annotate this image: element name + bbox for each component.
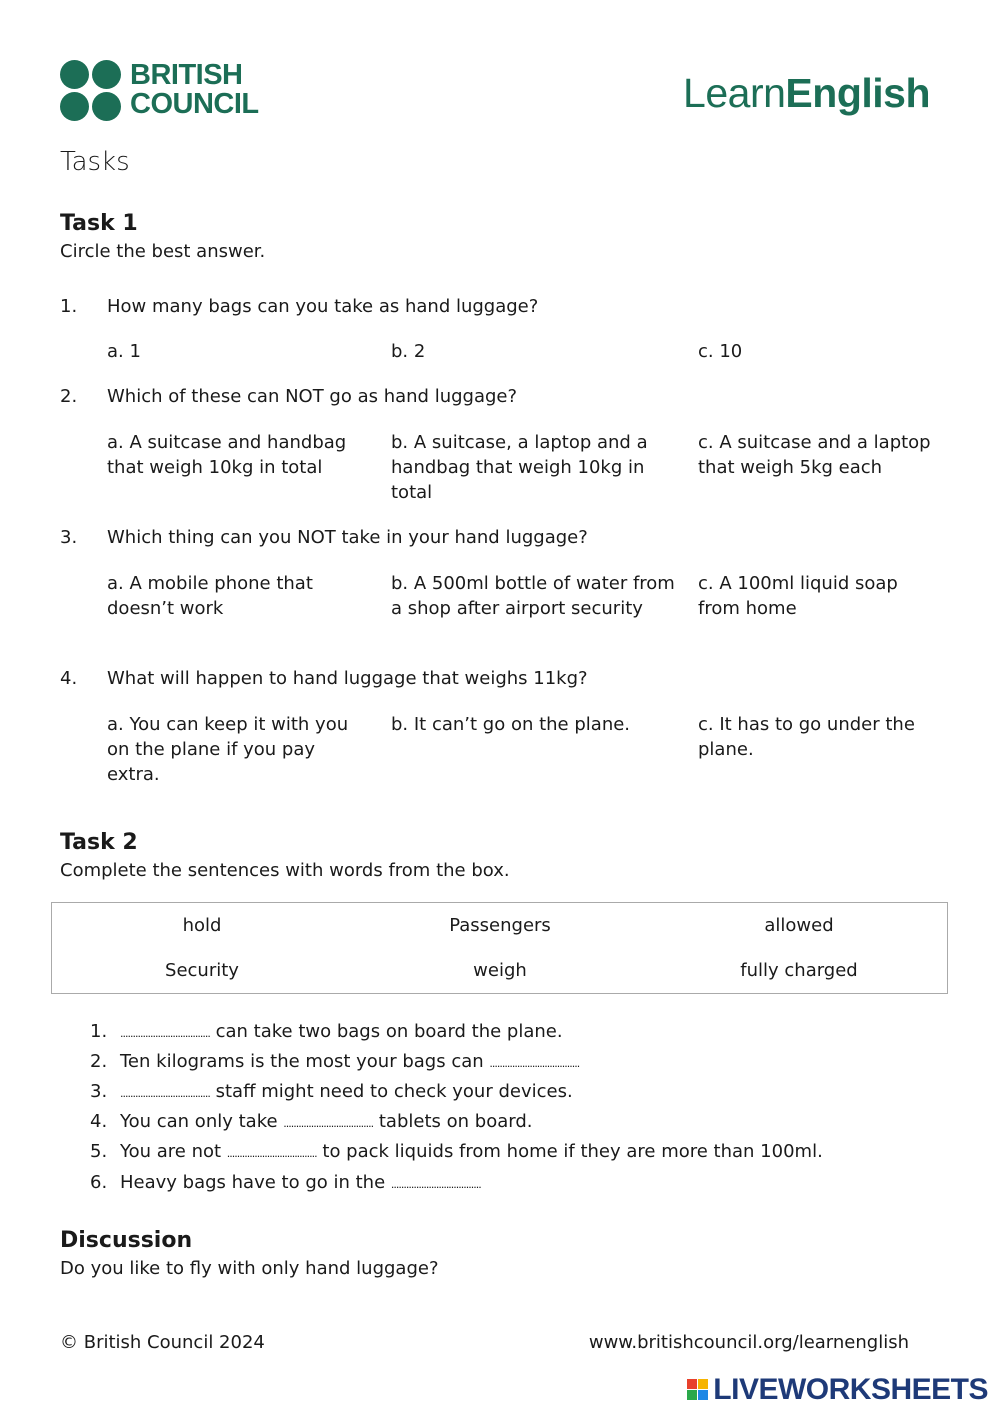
question-text: Which of these can NOT go as hand luggage?	[107, 386, 518, 407]
sentence-4: 4. You can only take .................................... tablets on board.	[90, 1111, 533, 1132]
question-number: 1.	[60, 296, 78, 317]
word-item: Security	[165, 960, 239, 981]
question-text: How many bags can you take as hand luggage?	[107, 296, 539, 317]
word-item: Passengers	[449, 915, 551, 936]
option-c[interactable]: c. 10	[698, 341, 743, 362]
option-b[interactable]: b. It can’t go on the plane.	[391, 714, 631, 735]
sentence-3: 3. .................................... staff might need to check your devices.	[90, 1081, 573, 1102]
question-text: What will happen to hand luggage that weighs 11kg?	[107, 668, 588, 689]
option-a[interactable]: a. A mobile phone that doesn’t work	[107, 573, 313, 619]
word-item: hold	[182, 915, 222, 936]
word-item: allowed	[764, 915, 834, 936]
liveworksheets-icon	[687, 1379, 709, 1401]
question-number: 2.	[60, 386, 78, 407]
discussion-title: Discussion	[60, 1228, 193, 1253]
liveworksheets-logo: LIVEWORKSHEETS	[687, 1373, 988, 1407]
british-council-dots-icon	[60, 60, 122, 122]
option-a[interactable]: a. You can keep it with you on the plane if you pay extra.	[107, 714, 349, 785]
discussion-question: Do you like to fly with only hand luggage?	[60, 1258, 439, 1279]
answer-blank[interactable]: ....................................	[283, 1117, 374, 1130]
word-item: fully charged	[740, 960, 858, 981]
option-b[interactable]: b. A suitcase, a laptop and a handbag that weigh 10kg in total	[391, 432, 648, 503]
task2-title: Task 2	[60, 830, 138, 855]
question-number: 3.	[60, 527, 78, 548]
answer-blank[interactable]: ....................................	[120, 1087, 210, 1100]
option-c[interactable]: c. A 100ml liquid soap from home	[698, 573, 898, 619]
question-text: Which thing can you NOT take in your hand luggage?	[107, 527, 588, 548]
option-b[interactable]: b. A 500ml bottle of water from a shop after airport security	[391, 573, 675, 619]
footer-url[interactable]: www.britishcouncil.org/learnenglish	[588, 1332, 909, 1353]
page-title: Tasks	[60, 147, 130, 177]
word-box	[51, 902, 948, 994]
answer-blank[interactable]: ....................................	[226, 1147, 317, 1160]
option-b[interactable]: b. 2	[391, 341, 426, 362]
task2-instruction: Complete the sentences with words from the box.	[60, 860, 510, 881]
british-council-wordmark: BRITISH COUNCIL	[130, 59, 259, 120]
british-council-logo	[60, 60, 280, 122]
task1-instruction: Circle the best answer.	[60, 241, 266, 262]
sentence-2: 2. Ten kilograms is the most your bags can ....................................	[90, 1051, 580, 1072]
learnenglish-logo: LearnEnglish	[683, 70, 930, 116]
sentence-6: 6. Heavy bags have to go in the ....................................	[90, 1172, 481, 1193]
question-number: 4.	[60, 668, 78, 689]
word-item: weigh	[473, 960, 527, 981]
option-a[interactable]: a. 1	[107, 341, 141, 362]
option-a[interactable]: a. A suitcase and handbag that weigh 10kg in total	[107, 432, 347, 478]
task1-title: Task 1	[60, 211, 138, 236]
copyright: © British Council 2024	[60, 1332, 265, 1353]
sentence-1: 1. .................................... can take two bags on board the plane.	[90, 1021, 563, 1042]
sentence-5: 5. You are not .................................... to pack liquids from home if they are more than 100ml.	[90, 1141, 823, 1162]
answer-blank[interactable]: ....................................	[390, 1178, 481, 1191]
answer-blank[interactable]: ....................................	[489, 1057, 580, 1070]
option-c[interactable]: c. It has to go under the plane.	[698, 714, 915, 760]
option-c[interactable]: c. A suitcase and a laptop that weigh 5kg each	[698, 432, 931, 478]
answer-blank[interactable]: ....................................	[120, 1027, 210, 1040]
